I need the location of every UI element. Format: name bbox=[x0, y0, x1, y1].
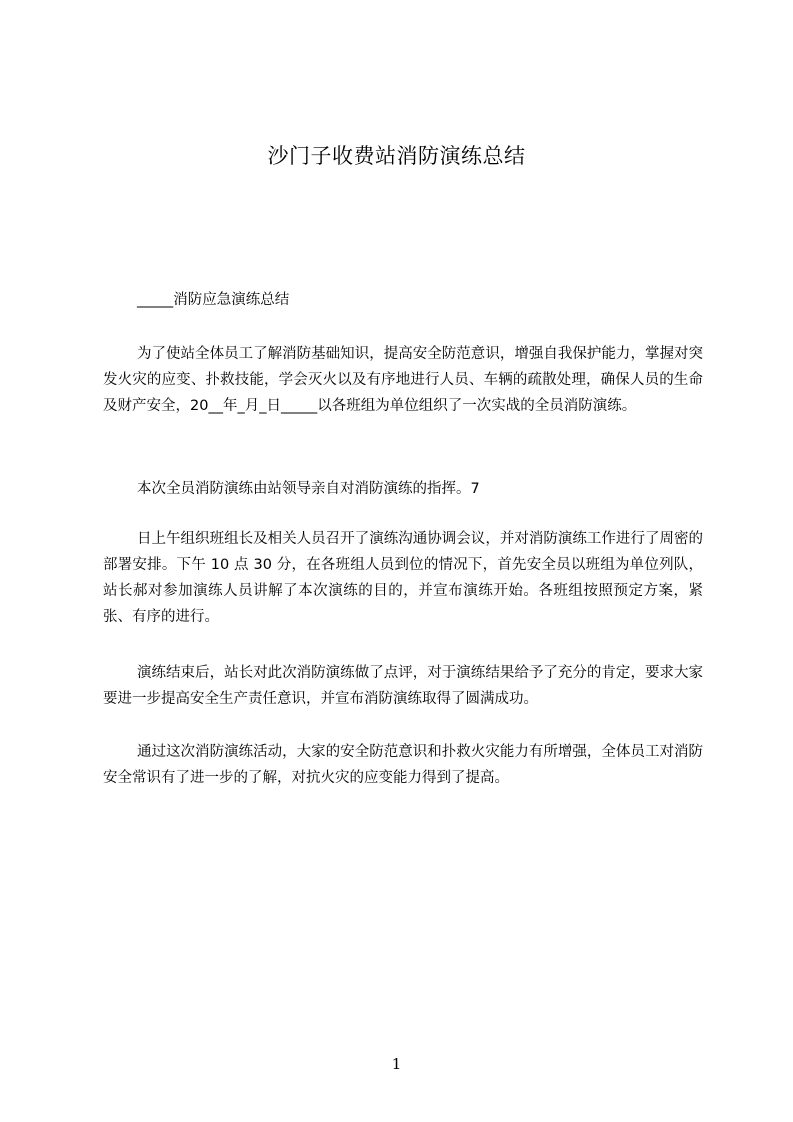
section-subheading: _____消防应急演练总结 bbox=[137, 292, 290, 308]
paragraph-process: 日上午组织班组长及相关人员召开了演练沟通协调会议，并对消防演练工作进行了周密的部署安排。下午 10 点 30 分，在各班组人员到位的情况下，首先安全员以班组为单位列队，站长郝对参加演练人员讲解了本次演练的目的，并宣布演练开始。各班组按照预定方案，紧张、有序的进行。 bbox=[103, 531, 703, 625]
paragraph-command: 本次全员消防演练由站领导亲自对消防演练的指挥。7 bbox=[137, 481, 480, 497]
paragraph-review: 演练结束后，站长对此次消防演练做了点评，对于演练结果给予了充分的肯定，要求大家要进一步提高安全生产责任意识，并宣布消防演练取得了圆满成功。 bbox=[103, 665, 703, 707]
paragraph-intro: 为了使站全体员工了解消防基础知识，提高安全防范意识，增强自我保护能力，掌握对突发火灾的应变、扑救技能，学会灭火以及有序地进行人员、车辆的疏散处理，确保人员的生命及财产安全，20__年_月_日_____以各班组为单位组织了一次实战的全员消防演练。 bbox=[103, 346, 703, 414]
document-title: 沙门子收费站消防演练总结 bbox=[267, 144, 526, 168]
page-number: 1 bbox=[391, 1055, 402, 1073]
paragraph-conclusion: 通过这次消防演练活动，大家的安全防范意识和扑救火灾能力有所增强，全体员工对消防安全常识有了进一步的了解，对抗火灾的应变能力得到了提高。 bbox=[103, 744, 703, 786]
